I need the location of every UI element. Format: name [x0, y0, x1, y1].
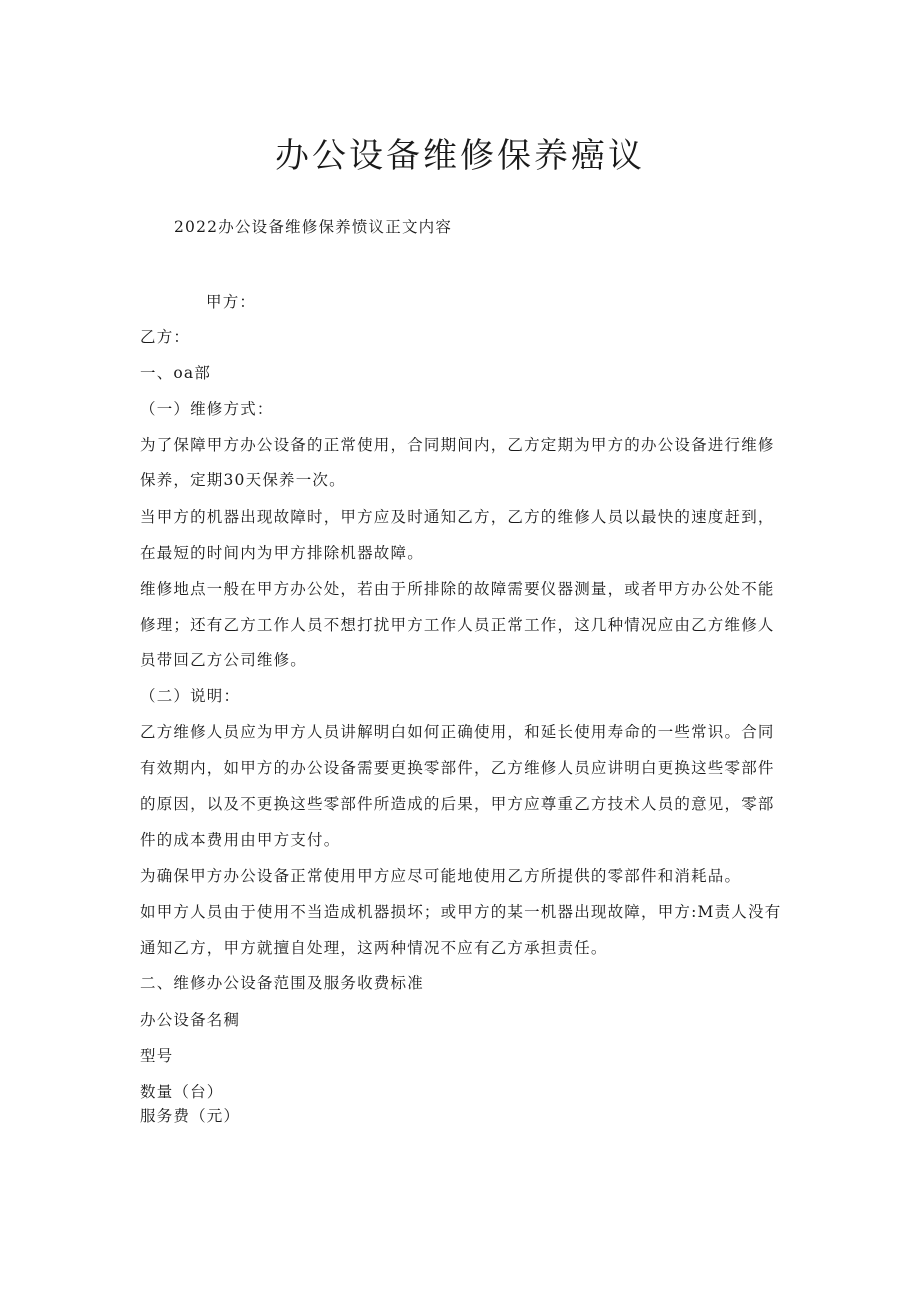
paragraph-line: 如甲方人员由于使用不当造成机器损坏；或甲方的某一机器出现故障，甲方:M责人没有: [140, 903, 782, 921]
paragraph-line: 修理；还有乙方工作人员不想打扰甲方工作人员正常工作，这几种情况应由乙方维修人: [140, 616, 775, 634]
paragraph-line: 维修地点一般在甲方办公处，若由于所排除的故障需要仪器测量，或者甲方办公处不能: [140, 580, 775, 598]
paragraph-line: 的原因，以及不更换这些零部件所造成的后果，甲方应尊重乙方技术人员的意见，零部: [140, 795, 775, 813]
paragraph-line: 件的成本费用由甲方支付。: [140, 831, 341, 849]
paragraph-line: 保养，定期30天保养一次。: [140, 471, 346, 489]
paragraph-line: 通知乙方，甲方就擅自处理，这两种情况不应有乙方承担责任。: [140, 939, 608, 957]
sub-one-heading: （一）维修方式：: [140, 400, 274, 418]
paragraph-line: 为了保障甲方办公设备的正常使用，合同期间内，乙方定期为甲方的办公设备进行维修: [140, 436, 775, 454]
paragraph-line: 在最短的时间内为甲方排除机器故障。: [140, 544, 424, 562]
column-label-model: 型号: [140, 1047, 174, 1065]
section-one-heading: 一、oa部: [140, 364, 212, 382]
column-label-fee: 服务费（元）: [140, 1107, 241, 1125]
paragraph-line: 员带回乙方公司维修。: [140, 651, 308, 669]
paragraph-line: 为确保甲方办公设备正常使用甲方应尽可能地使用乙方所提供的零部件和消耗品。: [140, 867, 742, 885]
document-subtitle: 2022办公设备维修保养愤议正文内容: [174, 218, 453, 236]
paragraph-line: 乙方维修人员应为甲方人员讲解明白如何正确使用，和延长使用寿命的一些常识。合同: [140, 723, 775, 741]
paragraph-line: 当甲方的机器出现故障时，甲方应及时通知乙方，乙方的维修人员以最快的速度赶到，: [140, 508, 775, 526]
paragraph-line: 有效期内，如甲方的办公设备需要更换零部件，乙方维修人员应讲明白更换这些零部件: [140, 759, 775, 777]
sub-two-heading: （二）说明：: [140, 687, 241, 705]
column-label-quantity: 数量（台）: [140, 1083, 224, 1101]
party-a-label: 甲方：: [206, 293, 257, 311]
column-label-name: 办公设备名稠: [140, 1011, 241, 1029]
party-b-label: 乙方：: [140, 328, 191, 346]
section-two-heading: 二、维修办公设备范围及服务收费标准: [140, 974, 424, 992]
document-title: 办公设备维修保养癌议: [275, 136, 645, 176]
